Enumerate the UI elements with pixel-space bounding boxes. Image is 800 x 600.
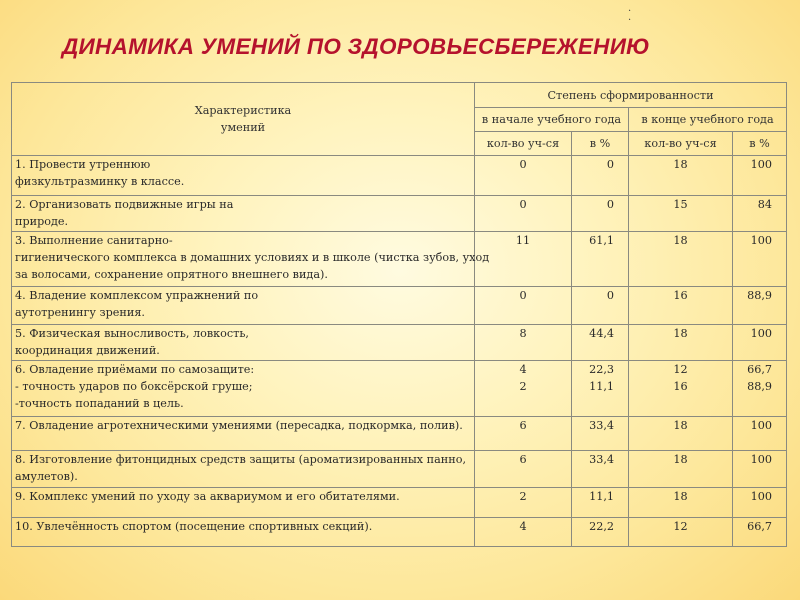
skill-description-line: 6. Овладение приёмами по самозащите: bbox=[15, 363, 255, 376]
end-pct-cell bbox=[733, 196, 787, 232]
skill-description-line: гигиенического комплекса в домашних условиях и в школе (чистка зубов, уход bbox=[15, 251, 490, 264]
end-pct-value: 100 bbox=[750, 490, 772, 503]
start-pct-cell bbox=[572, 156, 629, 196]
start-count-value: 2 bbox=[519, 380, 527, 393]
start-count-value: 0 bbox=[519, 289, 527, 302]
skill-description bbox=[12, 417, 475, 451]
skill-description bbox=[12, 518, 475, 547]
end-pct-cell bbox=[733, 156, 787, 196]
skill-description bbox=[12, 451, 475, 488]
end-pct-value: 100 bbox=[750, 453, 772, 466]
end-pct-cell bbox=[733, 232, 787, 287]
end-count-cell bbox=[629, 518, 733, 547]
skill-description-line: амулетов). bbox=[15, 470, 78, 483]
header-start-count: кол-во уч-ся bbox=[475, 132, 572, 156]
skills-table bbox=[11, 82, 787, 547]
header-degree: Степень сформированности bbox=[475, 83, 787, 108]
end-count-cell bbox=[629, 287, 733, 325]
start-count-value: 0 bbox=[519, 198, 527, 211]
start-pct-cell bbox=[572, 196, 629, 232]
start-count-value: 11 bbox=[515, 234, 531, 247]
skill-description bbox=[12, 156, 475, 196]
start-count-cell bbox=[475, 518, 572, 547]
end-count-value: 18 bbox=[673, 490, 688, 503]
start-count-value: 2 bbox=[519, 490, 527, 503]
skill-description bbox=[12, 232, 490, 287]
table-row bbox=[12, 518, 787, 547]
start-count-cell bbox=[475, 488, 572, 518]
end-count-cell bbox=[629, 325, 733, 361]
skill-description-line: 3. Выполнение санитарно- bbox=[15, 234, 173, 247]
end-count-cell bbox=[629, 156, 733, 196]
end-pct-value: 100 bbox=[750, 327, 772, 340]
end-count-value: 15 bbox=[673, 198, 688, 211]
start-count-cell bbox=[475, 156, 572, 196]
end-pct-cell bbox=[733, 451, 787, 488]
start-pct-cell bbox=[572, 361, 629, 417]
end-pct-value: 88,9 bbox=[747, 289, 772, 302]
skill-description-line: физкультразминку в классе. bbox=[15, 175, 185, 188]
skill-description bbox=[12, 287, 475, 325]
start-pct-cell bbox=[572, 325, 629, 361]
table-row bbox=[12, 232, 787, 287]
table-row bbox=[12, 325, 787, 361]
start-count-cell bbox=[475, 417, 572, 451]
start-pct-value: 11,1 bbox=[589, 490, 614, 503]
end-pct-cell bbox=[733, 287, 787, 325]
end-pct-value: 84 bbox=[757, 198, 772, 211]
skill-description-line: аутотренингу зрения. bbox=[15, 306, 145, 319]
start-count-value: 8 bbox=[519, 327, 527, 340]
table-row bbox=[12, 488, 787, 518]
header-end-of-year: в конце учебного года bbox=[629, 108, 787, 132]
end-pct-value: 66,7 bbox=[747, 363, 772, 376]
skill-description-line: 2. Организовать подвижные игры на bbox=[15, 198, 234, 211]
end-pct-value: 100 bbox=[750, 158, 772, 171]
header-characteristic bbox=[12, 83, 475, 156]
table-row bbox=[12, 361, 787, 417]
skill-description-line: 7. Овладение агротехническими умениями (пересадка, подкормка, полив). bbox=[15, 419, 463, 432]
start-count-value: 6 bbox=[519, 419, 527, 432]
start-count-value: 0 bbox=[519, 158, 527, 171]
start-pct-value: 61,1 bbox=[589, 234, 614, 247]
skill-description-line: 10. Увлечённость спортом (посещение спортивных секций). bbox=[15, 520, 373, 533]
start-pct-value: 0 bbox=[606, 289, 614, 302]
end-pct-cell bbox=[733, 325, 787, 361]
header-end-percent: в % bbox=[733, 132, 787, 156]
start-pct-cell bbox=[572, 232, 629, 287]
end-count-cell bbox=[629, 451, 733, 488]
end-count-cell bbox=[629, 417, 733, 451]
page-title: ДИНАМИКА УМЕНИЙ ПО ЗДОРОВЬЕСБЕРЕЖЕНИЮ bbox=[62, 34, 650, 59]
end-count-cell bbox=[629, 361, 733, 417]
end-pct-value: 66,7 bbox=[747, 520, 772, 533]
start-pct-value: 22,2 bbox=[589, 520, 614, 533]
end-pct-cell bbox=[733, 361, 787, 417]
end-count-value: 18 bbox=[673, 234, 688, 247]
skill-description-line: природе. bbox=[15, 215, 69, 228]
skill-description-line: 9. Комплекс умений по уходу за аквариумом и его обитателями. bbox=[15, 490, 400, 503]
skill-description-line: координация движений. bbox=[15, 344, 160, 357]
skill-description bbox=[12, 196, 475, 232]
start-pct-value: 33,4 bbox=[589, 419, 614, 432]
table-row bbox=[12, 451, 787, 488]
end-count-value: 18 bbox=[673, 327, 688, 340]
end-count-value: 18 bbox=[673, 419, 688, 432]
end-count-cell bbox=[629, 232, 733, 287]
skill-description-line: за волосами, сохранение опрятного внешнего вида). bbox=[15, 268, 328, 281]
start-pct-cell bbox=[572, 451, 629, 488]
skill-description bbox=[12, 325, 475, 361]
start-count-cell bbox=[475, 232, 572, 287]
end-pct-value: 88,9 bbox=[747, 380, 772, 393]
skill-description-line: -точность попаданий в цель. bbox=[15, 397, 184, 410]
table-row bbox=[12, 287, 787, 325]
corner-dot: . bbox=[628, 3, 632, 14]
start-pct-value: 44,4 bbox=[589, 327, 614, 340]
end-count-cell bbox=[629, 196, 733, 232]
start-count-cell bbox=[475, 196, 572, 232]
skill-description bbox=[12, 361, 475, 417]
end-count-value: 12 bbox=[673, 520, 688, 533]
table-row bbox=[12, 417, 787, 451]
end-pct-cell bbox=[733, 518, 787, 547]
end-pct-cell bbox=[733, 488, 787, 518]
start-count-value: 6 bbox=[519, 453, 527, 466]
end-pct-value: 100 bbox=[750, 419, 772, 432]
start-count-cell bbox=[475, 287, 572, 325]
table-row bbox=[12, 196, 787, 232]
start-pct-cell bbox=[572, 518, 629, 547]
end-count-value: 16 bbox=[673, 289, 688, 302]
start-pct-cell bbox=[572, 488, 629, 518]
skill-description-line: 1. Провести утреннюю bbox=[15, 158, 151, 171]
start-pct-cell bbox=[572, 417, 629, 451]
end-pct-value: 100 bbox=[750, 234, 772, 247]
end-pct-cell bbox=[733, 417, 787, 451]
start-count-cell bbox=[475, 325, 572, 361]
start-pct-value: 11,1 bbox=[589, 380, 614, 393]
start-count-cell bbox=[475, 451, 572, 488]
skill-description bbox=[12, 488, 475, 518]
end-count-value: 12 bbox=[673, 363, 688, 376]
end-count-value: 18 bbox=[673, 453, 688, 466]
header-characteristic-line1: Характеристика bbox=[194, 104, 292, 117]
start-pct-value: 0 bbox=[606, 198, 614, 211]
end-count-value: 18 bbox=[673, 158, 688, 171]
header-start-percent: в % bbox=[572, 132, 629, 156]
corner-dots bbox=[628, 4, 631, 22]
corner-dot: . bbox=[628, 12, 632, 23]
end-count-cell bbox=[629, 488, 733, 518]
skill-description-line: 4. Владение комплексом упражнений по bbox=[15, 289, 259, 302]
end-count-value: 16 bbox=[673, 380, 688, 393]
start-count-value: 4 bbox=[519, 363, 527, 376]
start-count-value: 4 bbox=[519, 520, 527, 533]
skill-description-line: - точность ударов по боксёрской груше; bbox=[15, 380, 253, 393]
skill-description-line: 5. Физическая выносливость, ловкость, bbox=[15, 327, 249, 340]
skill-description-line: 8. Изготовление фитонцидных средств защиты (ароматизированных панно, bbox=[15, 453, 466, 466]
start-count-cell bbox=[475, 361, 572, 417]
start-pct-value: 22,3 bbox=[589, 363, 614, 376]
header-characteristic-line2: умений bbox=[220, 121, 266, 134]
table-row bbox=[12, 156, 787, 196]
header-end-count: кол-во уч-ся bbox=[629, 132, 733, 156]
start-pct-cell bbox=[572, 287, 629, 325]
header-start-of-year: в начале учебного года bbox=[475, 108, 629, 132]
start-pct-value: 33,4 bbox=[589, 453, 614, 466]
start-pct-value: 0 bbox=[606, 158, 614, 171]
